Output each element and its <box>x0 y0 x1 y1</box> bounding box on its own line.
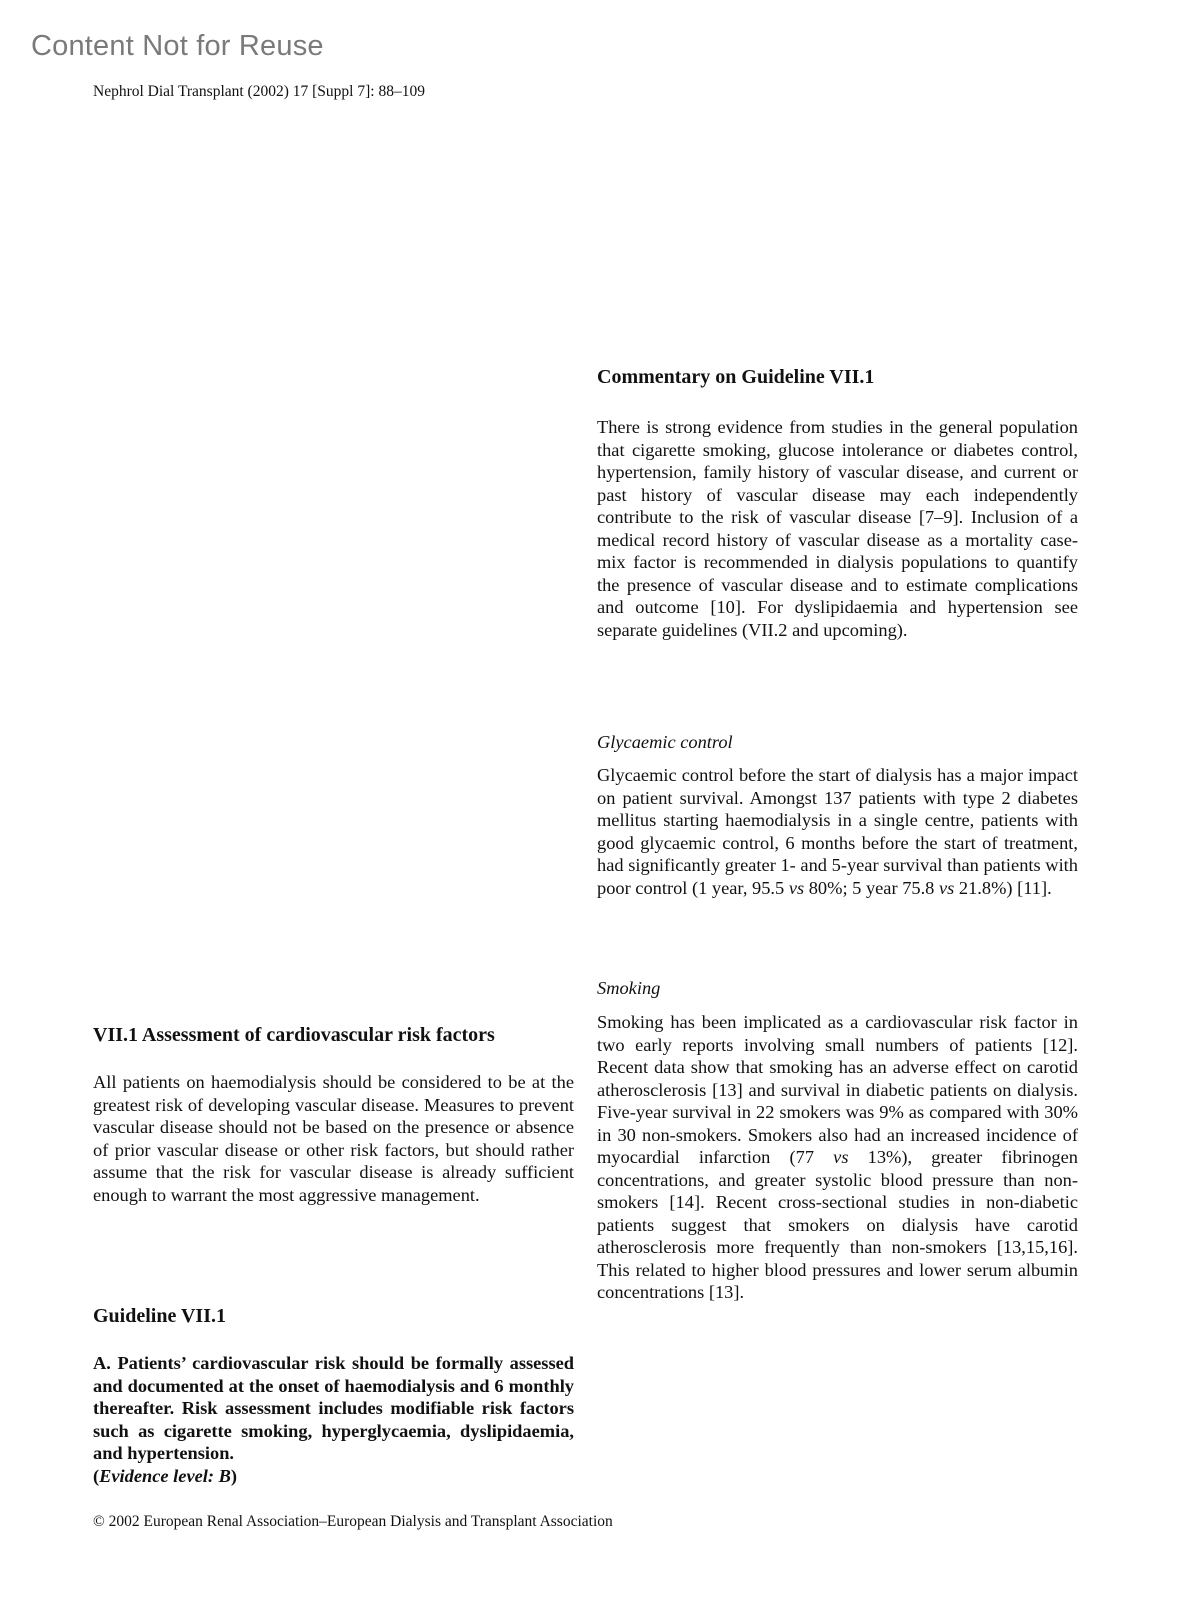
evidence-level: Evidence level: B <box>99 1465 231 1486</box>
smoking-text-part-1: Smoking has been implicated as a cardiovascular risk factor in two early reports involving small numbers of patients [12]. Recent data show that smoking has an adverse effect on carotid atherosclerosis [13] and survival in diabetic patients on dialysis. Five-year survival in 22 smokers was 9% as compared with 30% in 30 non-smokers. Smokers also had an increased incidence of myocardial infarction (77 <box>597 1012 1078 1167</box>
running-head: Nephrol Dial Transplant (2002) 17 [Suppl 7]: 88–109 <box>93 83 425 100</box>
smoking-text-part-2: 13%), greater fibrinogen concentrations, and greater systolic blood pressure than non-smokers [14]. Recent cross-sectional studies in non-diabetic patients suggest that smokers on dialysis have carotid atherosclerosis more frequently than non-smokers [13,15,16]. This related to higher blood pressures and lower serum albumin concentrations [13]. <box>597 1147 1078 1302</box>
guideline-text <box>93 1352 574 1487</box>
guideline-statement: A. Patients’ cardiovascular risk should be formally assessed and documented at the onset of haemodialysis and 6 monthly thereafter. Risk assessment includes modifiable risk factors such as cigarette smoking, hyperglycaemia, dyslipidaemia, and hypertension. <box>93 1353 574 1463</box>
glycaemic-heading: Glycaemic control <box>597 732 733 752</box>
commentary-title: Commentary on Guideline VII.1 <box>597 366 875 388</box>
vs-italic: vs <box>833 1147 849 1167</box>
glycaemic-text-part-1: Glycaemic control before the start of dialysis has a major impact on patient survival. Amongst 137 patients with type 2 diabetes mellitus starting haemodialysis in a single centre, patients with good glycaemic control, 6 months before the start of treatment, had significantly greater 1- and 5-year survival than patients with poor control (1 year, 95.5 <box>597 765 1078 898</box>
glycaemic-text-part-2: 80%; 5 year 75.8 <box>804 877 939 898</box>
section-title: VII.1 Assessment of cardiovascular risk factors <box>93 1024 495 1046</box>
evidence-open: ( <box>93 1465 100 1486</box>
guideline-title: Guideline VII.1 <box>93 1305 226 1327</box>
commentary-text: There is strong evidence from studies in the general population that cigarette smoking, glucose intolerance or diabetes control, hypertension, family history of vascular disease, and current or past history of vascular disease may each independently contribute to the risk of vascular disease [7–9]. Inclusion of a medical record history of vascular disease as a mortality case-mix factor is recommended in dialysis populations to quantify the presence of vascular disease and to estimate complications and outcome [10]. For dyslipidaemia and hypertension see separate guidelines (VII.2 and upcoming). <box>597 417 1078 640</box>
smoking-text <box>597 1011 1078 1304</box>
vs-italic: vs <box>938 877 955 898</box>
watermark: Content Not for Reuse <box>31 30 324 62</box>
vs-italic: vs <box>788 877 805 898</box>
glycaemic-text-part-3: 21.8%) [11]. <box>954 877 1052 898</box>
glycaemic-text <box>597 764 1078 899</box>
smoking-heading: Smoking <box>597 978 661 998</box>
copyright-footer: © 2002 European Renal Association–European Dialysis and Transplant Association <box>93 1513 613 1530</box>
evidence-close: ) <box>230 1465 237 1486</box>
section-intro: All patients on haemodialysis should be considered to be at the greatest risk of developing vascular disease. Measures to prevent vascular disease should not be based on the presence or absence of prior vascular disease or other risk factors, but should rather assume that the risk for vascular disease is already sufficient enough to warrant the most aggressive management. <box>93 1072 574 1205</box>
